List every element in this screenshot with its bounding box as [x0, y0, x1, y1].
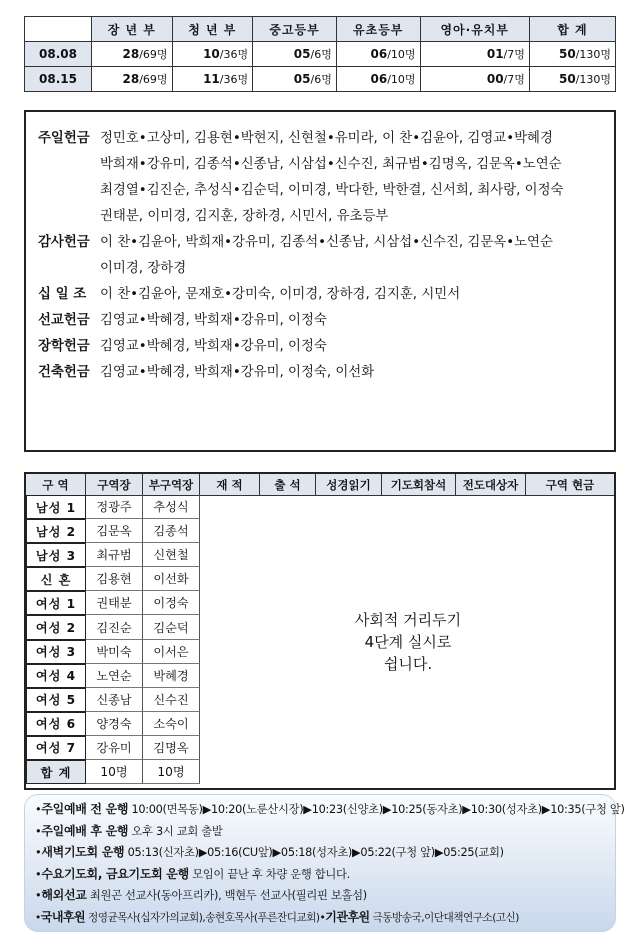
bus-row-text: 정영균목사(십자가의교회),송현호목사(푸른잔디교회)• — [85, 911, 326, 924]
bullet: • — [35, 889, 42, 902]
district-subleader: 이정숙 — [143, 591, 200, 615]
district-row — [26, 591, 200, 615]
district-subleader: 이서은 — [143, 640, 200, 664]
district-row — [26, 567, 200, 591]
attendance-total: /69명 — [139, 48, 168, 61]
district-header: 재 적 — [200, 474, 260, 495]
bus-row-text: 최원곤 선교사(동아프리카), 백현두 선교사(필리핀 보홀섬) — [86, 889, 367, 902]
offering-line: 이 찬•김윤아, 문재호•강미숙, 이미경, 장하경, 김지훈, 시민서 — [100, 287, 461, 302]
district-name: 남성 1 — [26, 495, 86, 519]
district-subleader: 신현철 — [143, 543, 200, 567]
district-header-row — [26, 474, 614, 496]
attendance-total: /10명 — [387, 48, 416, 61]
bus-row-title: 주일예배 후 운행 — [41, 823, 129, 838]
offering-names — [100, 334, 604, 360]
district-row — [26, 615, 200, 639]
district-name: 여성 4 — [26, 664, 86, 688]
offering-names — [100, 230, 604, 282]
offering-line: 박희재•강유미, 김종석•신종남, 시삼섭•신수진, 최규범•김명옥, 김문옥•노연순 — [100, 157, 562, 172]
district-leader: 정광주 — [86, 495, 143, 519]
attendance-cell — [420, 42, 529, 67]
offering-names — [100, 126, 604, 230]
district-header: 기도회참석 — [382, 474, 456, 495]
bus-row — [35, 907, 607, 929]
offering-label: 십 일 조 — [38, 287, 87, 302]
attendance-total: /130명 — [575, 73, 611, 86]
attendance-count: 28 — [122, 47, 140, 61]
offering-row-tithe — [38, 282, 604, 308]
district-row — [26, 664, 200, 688]
bus-row-title2: 기관후원 — [325, 909, 370, 924]
bus-row-title: 국내후원 — [40, 909, 86, 924]
bus-row — [35, 842, 607, 864]
district-header: 전도대상자 — [456, 474, 526, 495]
district-name: 합 계 — [26, 760, 86, 784]
bus-row-title: 수요기도회, 금요기도회 운행 — [41, 866, 189, 881]
attendance-count: 06 — [370, 47, 388, 61]
attendance-count: 00 — [486, 72, 504, 86]
district-header: 출 석 — [260, 474, 316, 495]
attendance-cell — [253, 67, 337, 92]
bus-row — [35, 799, 625, 821]
district-table — [24, 472, 616, 790]
offering-label: 감사헌금 — [38, 235, 90, 250]
offering-names — [100, 308, 604, 334]
district-subleader: 추성식 — [143, 495, 200, 519]
attendance-cell — [253, 42, 337, 67]
offering-row-thanks — [38, 230, 604, 282]
district-subleader: 김명옥 — [143, 736, 200, 760]
district-name: 남성 3 — [26, 543, 86, 567]
attendance-total: /36명 — [219, 73, 249, 86]
attendance-cell — [336, 67, 420, 92]
bullet: • — [35, 803, 42, 816]
offering-line: 최경열•김진순, 추성식•김순덕, 이미경, 박다한, 박한결, 신서희, 최사랑, 이정숙 — [100, 183, 564, 198]
district-name: 여성 6 — [26, 712, 86, 736]
district-subleader: 김순덕 — [143, 615, 200, 639]
district-subleader: 김종석 — [143, 519, 200, 543]
district-name: 여성 3 — [26, 640, 86, 664]
attendance-total: /10명 — [387, 73, 416, 86]
bullet: • — [35, 911, 41, 924]
bus-row — [35, 864, 607, 886]
district-subleader: 이선화 — [143, 567, 200, 591]
district-header: 구역장 — [86, 474, 143, 495]
attendance-header: 유초등부 — [336, 17, 420, 42]
district-name: 신 혼 — [26, 567, 86, 591]
bus-row-title: 새벽기도회 운행 — [41, 845, 125, 859]
offering-row-sunday — [38, 126, 604, 230]
notice-line: 쉽니다. — [383, 654, 433, 673]
attendance-cell — [172, 42, 253, 67]
offering-names — [100, 282, 604, 308]
offering-line: 이미경, 장하경 — [100, 261, 187, 276]
offering-line: 김영교•박혜경, 박희재•강유미, 이정숙 — [100, 339, 327, 354]
attendance-header: 영아·유치부 — [420, 17, 529, 42]
offering-label: 건축헌금 — [38, 365, 90, 380]
attendance-table-section — [24, 16, 616, 96]
attendance-corner — [25, 17, 92, 42]
attendance-count: 06 — [370, 72, 388, 86]
district-subleader: 박혜경 — [143, 664, 200, 688]
offering-line: 정민호•고상미, 김용현•박현지, 신현철•유미라, 이 찬•김윤아, 김영교•박혜경 — [100, 131, 553, 146]
bus-row — [35, 885, 607, 907]
district-rows — [26, 495, 200, 784]
attendance-total: /6명 — [310, 48, 332, 61]
attendance-cell — [92, 42, 173, 67]
district-leader: 강유미 — [86, 736, 143, 760]
attendance-cell — [172, 67, 253, 92]
district-leader: 권태분 — [86, 591, 143, 615]
attendance-count: 50 — [558, 72, 576, 86]
attendance-total: /130명 — [575, 48, 611, 61]
attendance-total: /36명 — [219, 48, 249, 61]
bus-row-text2: 극동방송국,이단대책연구소(고신) — [369, 911, 519, 924]
district-row — [26, 688, 200, 712]
attendance-header: 장 년 부 — [92, 17, 173, 42]
attendance-cell — [336, 42, 420, 67]
offering-row-scholarship — [38, 334, 604, 360]
offering-label: 주일헌금 — [38, 131, 90, 146]
district-row — [26, 712, 200, 736]
district-header: 성경읽기 — [316, 474, 382, 495]
offering-label: 선교헌금 — [38, 313, 90, 328]
district-notice — [202, 495, 614, 788]
district-name: 남성 2 — [26, 519, 86, 543]
offering-line: 이 찬•김윤아, 박희재•강유미, 김종석•신종남, 시삼섭•신수진, 김문옥•노연순 — [100, 235, 553, 250]
district-name: 여성 2 — [26, 615, 86, 639]
district-header: 구역 현금 — [545, 477, 595, 492]
bus-info-box — [24, 794, 625, 932]
offering-line: 김영교•박혜경, 박희재•강유미, 이정숙, 이선화 — [100, 365, 375, 380]
offering-row-mission — [38, 308, 604, 334]
notice-line: 사회적 거리두기 — [354, 610, 462, 629]
bus-row-title: 해외선교 — [41, 888, 87, 902]
attendance-cell — [529, 67, 615, 92]
district-name: 여성 7 — [26, 736, 86, 760]
attendance-table — [24, 16, 616, 92]
attendance-count: 10 — [203, 47, 220, 61]
offering-line: 김영교•박혜경, 박희재•강유미, 이정숙 — [100, 313, 327, 328]
bus-row-title: 주일예배 전 운행 — [41, 802, 129, 816]
attendance-total: /69명 — [139, 73, 168, 86]
district-header: 부구역장 — [143, 474, 200, 495]
offering-names — [100, 360, 604, 386]
attendance-header: 청 년 부 — [172, 17, 253, 42]
district-subleader: 10명 — [143, 760, 200, 784]
attendance-row — [25, 42, 616, 67]
district-subleader: 신수진 — [143, 688, 200, 712]
district-leader: 최규범 — [86, 543, 143, 567]
bullet: • — [35, 846, 42, 859]
district-leader: 김진순 — [86, 615, 143, 639]
district-leader: 양경숙 — [86, 712, 143, 736]
district-row — [26, 640, 200, 664]
attendance-header-row — [25, 17, 616, 42]
bus-row — [35, 821, 607, 843]
bullet: • — [35, 824, 42, 838]
attendance-count: 05 — [293, 47, 311, 61]
offering-line: 권태분, 이미경, 김지훈, 장하경, 시민서, 유초등부 — [100, 209, 389, 224]
district-total-row — [26, 760, 200, 784]
district-leader: 김용현 — [86, 567, 143, 591]
district-row — [26, 519, 200, 543]
attendance-cell — [420, 67, 529, 92]
attendance-row — [25, 67, 616, 92]
attendance-date: 08.08 — [25, 42, 92, 67]
attendance-count: 11 — [203, 72, 220, 86]
district-subleader: 소숙이 — [143, 712, 200, 736]
offering-row-building — [38, 360, 604, 386]
attendance-total: /7명 — [503, 73, 525, 86]
district-row — [26, 543, 200, 567]
attendance-count: 05 — [293, 72, 311, 86]
bus-row-text: 모임이 끝난 후 차량 운행 합니다. — [188, 867, 350, 881]
district-leader: 노연순 — [86, 664, 143, 688]
attendance-header: 중고등부 — [253, 17, 337, 42]
district-row — [26, 495, 200, 519]
attendance-total: /7명 — [503, 48, 525, 61]
attendance-count: 50 — [558, 47, 576, 61]
district-row — [26, 736, 200, 760]
attendance-count: 01 — [486, 47, 504, 61]
district-name: 여성 1 — [26, 591, 86, 615]
district-header: 구 역 — [26, 474, 86, 495]
district-name: 여성 5 — [26, 688, 86, 712]
attendance-cell — [92, 67, 173, 92]
district-leader: 김문옥 — [86, 519, 143, 543]
bus-row-text: 10:00(면목동)▶10:20(노룬산시장)▶10:23(신양초)▶10:25(동자초)▶10:30(성자초)▶10:35(구청 앞) — [128, 803, 625, 816]
bus-row-text: 오후 3시 교회 출발 — [128, 824, 223, 838]
offering-label: 장학헌금 — [38, 339, 90, 354]
bullet: • — [35, 867, 42, 881]
attendance-header: 합 계 — [529, 17, 615, 42]
notice-line: 4단계 실시로 — [364, 632, 452, 651]
district-leader: 박미숙 — [86, 640, 143, 664]
district-leader: 10명 — [86, 760, 143, 784]
attendance-count: 28 — [122, 72, 140, 86]
bus-row-text: 05:13(신자초)▶05:16(CU앞)▶05:18(성자초)▶05:22(구청 앞)▶05:25(교회) — [124, 846, 504, 859]
attendance-cell — [529, 42, 615, 67]
attendance-total: /6명 — [310, 73, 332, 86]
attendance-date: 08.15 — [25, 67, 92, 92]
district-leader: 신종남 — [86, 688, 143, 712]
offerings-box — [24, 110, 616, 452]
